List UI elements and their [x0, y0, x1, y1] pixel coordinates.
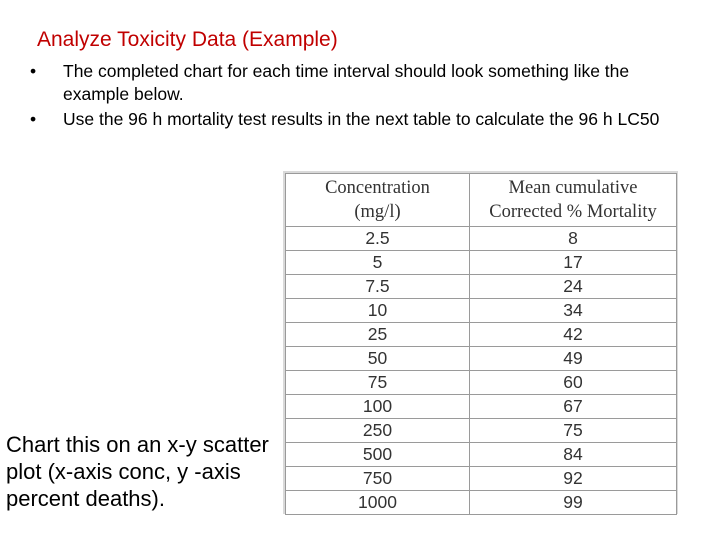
cell-concentration: 7.5: [286, 275, 470, 299]
header-mortality-line1: Mean cumulative: [508, 178, 638, 198]
slide-title: Analyze Toxicity Data (Example): [37, 28, 338, 51]
table-row: [286, 467, 677, 491]
bullet-text: The completed chart for each time interval should look something like the example below.: [63, 61, 630, 104]
mortality-table-frame: [283, 171, 678, 514]
cell-concentration: 10: [286, 299, 470, 323]
cell-mortality: 34: [470, 299, 677, 323]
header-mortality: [470, 174, 677, 227]
cell-concentration: 500: [286, 443, 470, 467]
header-mortality-line2: Corrected % Mortality: [489, 202, 657, 222]
cell-mortality: 42: [470, 323, 677, 347]
cell-mortality: 67: [470, 395, 677, 419]
bullet-item: [30, 60, 670, 106]
table-row: [286, 275, 677, 299]
cell-concentration: 5: [286, 251, 470, 275]
table-row: [286, 371, 677, 395]
table-row: [286, 227, 677, 251]
cell-concentration: 25: [286, 323, 470, 347]
cell-concentration: 1000: [286, 491, 470, 515]
cell-concentration: 50: [286, 347, 470, 371]
cell-mortality: 8: [470, 227, 677, 251]
table-row: [286, 395, 677, 419]
table-row: [286, 443, 677, 467]
cell-concentration: 75: [286, 371, 470, 395]
table-header-row: [286, 174, 677, 227]
cell-concentration: 250: [286, 419, 470, 443]
table-row: [286, 419, 677, 443]
cell-concentration: 100: [286, 395, 470, 419]
header-concentration: [286, 174, 470, 227]
header-concentration-line1: Concentration: [325, 178, 430, 198]
bullet-text: Use the 96 h mortality test results in the next table to calculate the 96 h LC50: [63, 109, 660, 129]
bullet-item: [30, 108, 670, 131]
cell-mortality: 75: [470, 419, 677, 443]
mortality-table: [285, 173, 677, 515]
table-row: [286, 251, 677, 275]
table-row: [286, 347, 677, 371]
cell-mortality: 49: [470, 347, 677, 371]
table-row: [286, 323, 677, 347]
chart-instruction-note: Chart this on an x-y scatter plot (x-axis conc, y -axis percent deaths).: [6, 432, 269, 511]
cell-concentration: 2.5: [286, 227, 470, 251]
cell-mortality: 84: [470, 443, 677, 467]
cell-mortality: 24: [470, 275, 677, 299]
cell-mortality: 60: [470, 371, 677, 395]
table-row: [286, 491, 677, 515]
cell-mortality: 17: [470, 251, 677, 275]
cell-mortality: 92: [470, 467, 677, 491]
table-row: [286, 299, 677, 323]
header-concentration-line2: (mg/l): [354, 202, 401, 222]
cell-concentration: 750: [286, 467, 470, 491]
bullet-list: [30, 60, 670, 133]
bullet-marker: •: [30, 109, 37, 129]
cell-mortality: 99: [470, 491, 677, 515]
bullet-marker: •: [30, 61, 37, 81]
